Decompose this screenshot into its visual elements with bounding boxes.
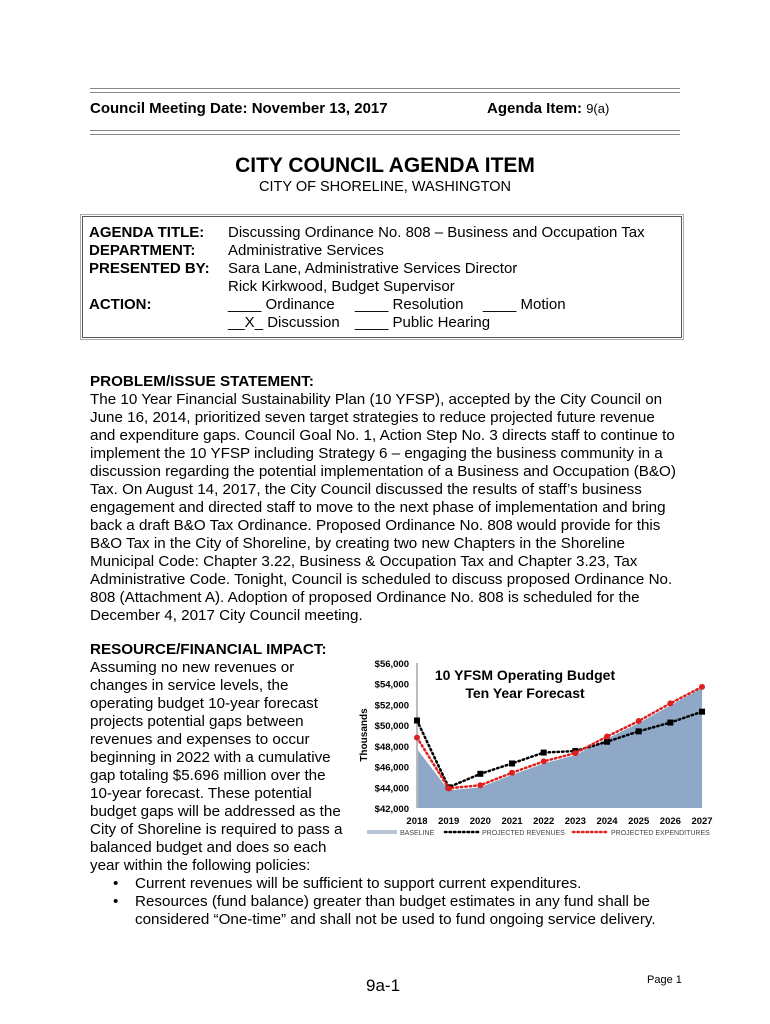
header-rule bbox=[90, 130, 680, 135]
top-rule bbox=[90, 88, 680, 93]
x-tick-label: 2024 bbox=[596, 816, 618, 827]
text-line: gap totaling $5.696 million over the bbox=[90, 767, 326, 784]
bullet-text: considered “One-time” and shall not be used to fund ongoing service delivery. bbox=[135, 911, 656, 928]
y-tick-label: $48,000 bbox=[374, 741, 409, 753]
baseline-area bbox=[417, 688, 702, 808]
department-value: Administrative Services bbox=[228, 242, 384, 259]
page-number: Page 1 bbox=[647, 974, 682, 986]
x-tick-label: 2025 bbox=[628, 816, 650, 827]
text-line: City of Shoreline is required to pass a bbox=[90, 821, 343, 838]
presenter-2: Rick Kirkwood, Budget Supervisor bbox=[228, 278, 455, 295]
y-tick-label: $44,000 bbox=[374, 783, 409, 795]
revenue-point bbox=[699, 709, 705, 715]
agenda-info-box bbox=[82, 216, 682, 338]
bullet-text: Resources (fund balance) greater than budget estimates in any fund shall be bbox=[135, 893, 651, 910]
text-line: Assuming no new revenues or bbox=[90, 659, 295, 676]
expenditure-point bbox=[446, 785, 452, 791]
department-label: DEPARTMENT: bbox=[89, 242, 196, 259]
y-tick-label: $50,000 bbox=[374, 721, 409, 733]
presented-by-label: PRESENTED BY: bbox=[89, 260, 210, 277]
text-line: implement the 10 YFSP including Strategy 6 – engaging the business community in a bbox=[90, 445, 663, 462]
action-label: ACTION: bbox=[89, 296, 152, 313]
expenditure-point bbox=[541, 758, 547, 764]
text-line: The 10 Year Financial Sustainability Plan (10 YFSP), accepted by the City Council on bbox=[90, 391, 663, 408]
text-line: 808 (Attachment A). Adoption of proposed Ordinance No. 808 is scheduled for the bbox=[90, 589, 640, 606]
expenditure-point bbox=[572, 750, 578, 756]
page-code: 9a-1 bbox=[366, 976, 401, 995]
legend-baseline: BASELINE bbox=[400, 830, 435, 837]
x-tick-label: 2020 bbox=[469, 816, 491, 827]
y-tick-label: $56,000 bbox=[374, 659, 409, 670]
x-tick-label: 2026 bbox=[659, 816, 681, 827]
presenter-1: Sara Lane, Administrative Services Director bbox=[228, 260, 518, 277]
revenue-point bbox=[477, 771, 483, 777]
meeting-date-label: Council Meeting Date: bbox=[90, 100, 248, 117]
agenda-title-label: AGENDA TITLE: bbox=[89, 224, 205, 241]
text-line: B&O Tax in the City of Shoreline, by creating two new Chapters in the Shoreline bbox=[90, 535, 625, 552]
agenda-item bbox=[487, 100, 609, 117]
meeting-date-value: November 13, 2017 bbox=[251, 100, 388, 117]
text-line: 10-year forecast. These potential bbox=[90, 785, 312, 802]
meeting-date bbox=[90, 100, 388, 117]
revenue-point bbox=[667, 720, 673, 726]
y-tick-label: $52,000 bbox=[374, 700, 409, 712]
agenda-item-value: 9(a) bbox=[586, 101, 610, 116]
resource-heading: RESOURCE/FINANCIAL IMPACT: bbox=[90, 641, 327, 658]
budget-forecast-chart bbox=[355, 655, 725, 845]
action-public-hearing: ____ Public Hearing bbox=[355, 314, 491, 331]
text-line: projects potential gaps between bbox=[90, 713, 304, 730]
x-tick-label: 2027 bbox=[691, 816, 713, 827]
text-line: back a draft B&O Tax Ordinance. Proposed Ordinance No. 808 would provide for this bbox=[90, 517, 661, 534]
text-line: revenues and expenses to occur bbox=[90, 731, 310, 748]
expenditure-point bbox=[636, 718, 642, 724]
action-motion: ____ Motion bbox=[483, 296, 566, 313]
revenue-point bbox=[414, 717, 420, 723]
text-line: June 16, 2014, prioritized seven target strategies to reduce projected future revenue bbox=[90, 409, 655, 426]
text-line: operating budget 10-year forecast bbox=[90, 695, 318, 712]
text-line: changes in service levels, the bbox=[90, 677, 289, 694]
x-tick-label: 2018 bbox=[406, 816, 428, 827]
revenue-point bbox=[509, 760, 515, 766]
agenda-item-label: Agenda Item: bbox=[487, 100, 583, 117]
legend-baseline-swatch bbox=[367, 830, 397, 834]
action-ordinance: ____ Ordinance bbox=[228, 296, 335, 313]
x-tick-label: 2019 bbox=[438, 816, 460, 827]
expenditure-point bbox=[699, 684, 705, 690]
text-line: Administrative Code. Tonight, Council is scheduled to discuss proposed Ordinance No. bbox=[90, 571, 673, 588]
text-line: balanced budget and does so each bbox=[90, 839, 327, 856]
legend-expenditures: PROJECTED EXPENDITURES bbox=[611, 830, 710, 837]
text-line: Municipal Code: Chapter 3.22, Business & Occupation Tax and Chapter 3.23, Tax bbox=[90, 553, 638, 570]
text-line: December 4, 2017 City Council meeting. bbox=[90, 607, 363, 624]
text-line: and expenditure gaps. Council Goal No. 1, Action Step No. 3 directs staff to continue to bbox=[90, 427, 675, 444]
revenue-point bbox=[604, 739, 610, 745]
text-line: engagement and directed staff to move to the next phase of implementation and bring bbox=[90, 499, 666, 516]
y-tick-label: $54,000 bbox=[374, 679, 409, 691]
page-title: CITY COUNCIL AGENDA ITEM bbox=[235, 154, 535, 177]
y-axis-label: Thousands bbox=[359, 708, 370, 762]
expenditure-point bbox=[414, 735, 420, 741]
y-tick-label: $42,000 bbox=[374, 804, 409, 815]
x-tick-label: 2023 bbox=[564, 816, 586, 827]
text-line: year within the following policies: bbox=[90, 857, 311, 874]
revenue-point bbox=[636, 728, 642, 734]
y-tick-label: $46,000 bbox=[374, 762, 409, 774]
page-subtitle: CITY OF SHORELINE, WASHINGTON bbox=[259, 179, 511, 195]
action-discussion: __X_ Discussion bbox=[228, 314, 340, 331]
text-line: Tax. On August 14, 2017, the City Council discussed the results of staff’s business bbox=[90, 481, 642, 498]
text-line: beginning in 2022 with a cumulative bbox=[90, 749, 331, 766]
x-tick-label: 2021 bbox=[501, 816, 523, 827]
chart-subtitle: Ten Year Forecast bbox=[465, 685, 585, 701]
expenditure-point bbox=[509, 770, 515, 776]
action-resolution: ____ Resolution bbox=[355, 296, 464, 313]
revenue-point bbox=[541, 750, 547, 756]
bullet-icon: • bbox=[113, 893, 119, 910]
problem-heading: PROBLEM/ISSUE STATEMENT: bbox=[90, 373, 314, 390]
expenditure-point bbox=[667, 700, 673, 706]
x-tick-label: 2022 bbox=[533, 816, 555, 827]
text-line: discussion regarding the potential implementation of a Business and Occupation (B&O) bbox=[90, 463, 676, 480]
bullet-text: Current revenues will be sufficient to support current expenditures. bbox=[135, 875, 582, 892]
expenditure-point bbox=[604, 734, 610, 740]
legend-revenues: PROJECTED REVENUES bbox=[482, 830, 565, 837]
chart-title: 10 YFSM Operating Budget bbox=[434, 667, 616, 683]
text-line: budget gaps will be addressed as the bbox=[90, 803, 341, 820]
bullet-icon: • bbox=[113, 875, 119, 892]
agenda-title-value: Discussing Ordinance No. 808 – Business and Occupation Tax bbox=[228, 224, 645, 241]
expenditure-point bbox=[477, 782, 483, 788]
